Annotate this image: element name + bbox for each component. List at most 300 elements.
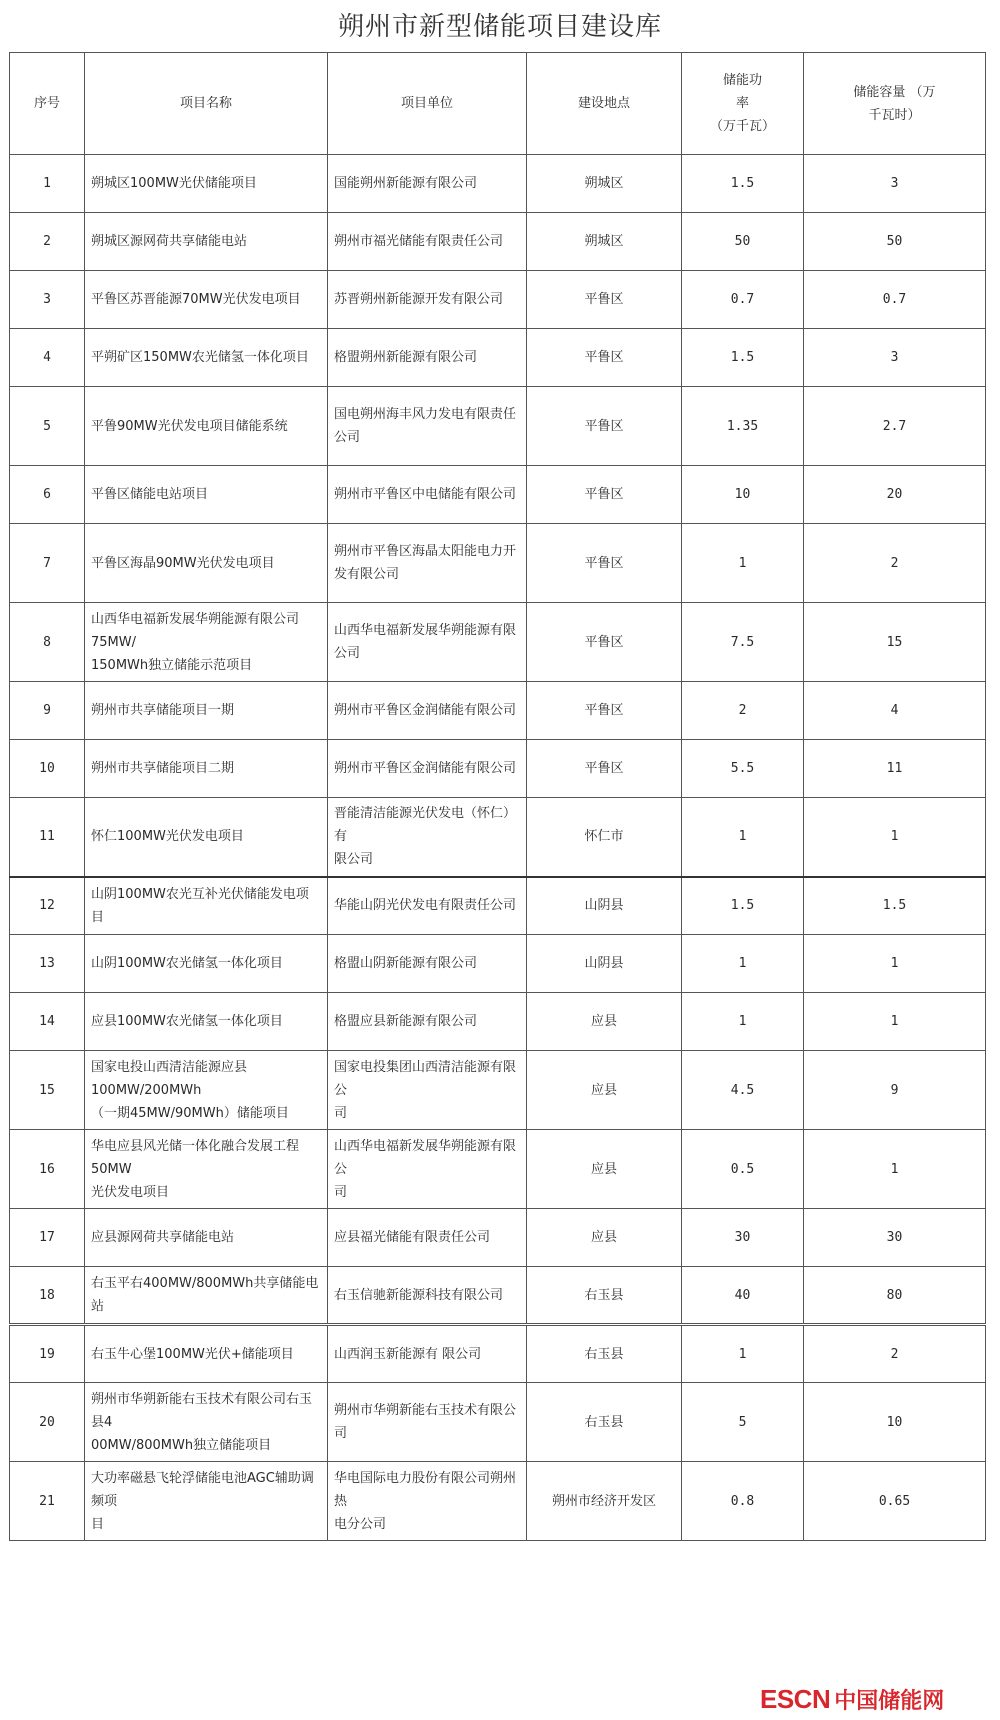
cell-seq	[10, 1325, 85, 1383]
cell-seq-line1: 15	[39, 1082, 55, 1098]
cell-power-line1: 4.5	[730, 1082, 755, 1098]
cell-power	[682, 877, 804, 935]
cell-unit-line2: 公司	[334, 646, 361, 661]
cell-power	[682, 1209, 804, 1267]
cell-unit-line1: 华电国际电力股份有限公司朔州热	[334, 1470, 517, 1509]
cell-seq	[10, 935, 85, 993]
cell-seq-line1: 18	[39, 1287, 55, 1303]
table-row	[10, 1383, 986, 1462]
cell-power-line1: 50	[734, 234, 751, 249]
cell-power-line1: 1	[738, 829, 747, 845]
table-row	[10, 682, 986, 740]
cell-location-line1: 应县	[590, 1014, 617, 1029]
cell-seq-line1: 20	[39, 1414, 55, 1430]
cell-name-line1: 右玉平右400MW/800MWh共享储能电站	[91, 1276, 319, 1314]
cell-location	[527, 329, 682, 387]
cell-unit-line1: 朔州市平鲁区金润储能有限公司	[334, 761, 517, 776]
cell-unit-line1: 格盟山阴新能源有限公司	[334, 956, 478, 971]
cell-capacity-line1: 11	[886, 761, 903, 776]
cell-location	[527, 1051, 682, 1130]
cell-name-line1: 朔城区源网荷共享储能电站	[91, 234, 248, 249]
cell-unit-line1: 国能朔州新能源有限公司	[334, 176, 478, 191]
cell-location-line1: 应县	[590, 1082, 617, 1098]
cell-seq-line1: 21	[39, 1493, 55, 1509]
cell-power	[682, 935, 804, 993]
header-location: 建设地点	[527, 53, 682, 155]
cell-power-line1: 1	[738, 1014, 747, 1029]
cell-unit-line1: 华能山阴光伏发电有限责任公司	[334, 898, 517, 914]
cell-location	[527, 603, 682, 682]
cell-unit	[328, 935, 527, 993]
cell-location-line1: 右玉县	[584, 1346, 624, 1362]
cell-name-line2: 光伏发电项目	[91, 1184, 170, 1200]
cell-name-line1: 应县源网荷共享储能电站	[91, 1230, 235, 1245]
cell-name-line1: 朔城区100MW光伏储能项目	[91, 176, 257, 191]
cell-unit	[328, 993, 527, 1051]
cell-power	[682, 271, 804, 329]
cell-unit-line2: 司	[334, 1184, 348, 1200]
cell-capacity-line1: 1.5	[882, 898, 907, 914]
cell-seq	[10, 466, 85, 524]
cell-capacity	[804, 1325, 986, 1383]
cell-seq-line1: 16	[39, 1161, 55, 1177]
cell-name-line1: 平鲁区海晶90MW光伏发电项目	[91, 555, 275, 571]
table-row	[10, 877, 986, 935]
cell-power	[682, 213, 804, 271]
cell-capacity-line1: 20	[886, 487, 903, 502]
header-row	[10, 53, 986, 155]
cell-unit-line1: 山西华电福新发展华朔能源有限公	[334, 1138, 517, 1177]
cell-capacity-line1: 1	[890, 1161, 899, 1177]
cell-location-line1: 山阴县	[584, 898, 624, 914]
cell-unit-line1: 格盟朔州新能源有限公司	[334, 350, 478, 365]
cell-power-line1: 1	[738, 956, 747, 971]
table-row	[10, 387, 986, 466]
cell-seq	[10, 877, 85, 935]
table-row	[10, 1462, 986, 1541]
cell-unit	[328, 524, 527, 603]
cell-unit	[328, 1325, 527, 1383]
cell-unit-line2: 发有限公司	[334, 567, 400, 582]
cell-seq	[10, 993, 85, 1051]
cell-unit-line1: 格盟应县新能源有限公司	[334, 1014, 478, 1029]
cell-unit	[328, 1130, 527, 1209]
cell-seq-line1: 9	[43, 703, 51, 718]
cell-location	[527, 1325, 682, 1383]
cell-power-line1: 7.5	[730, 634, 755, 650]
cell-unit-line2: 限公司	[334, 852, 374, 868]
cell-power-line1: 1	[738, 555, 747, 571]
cell-name	[85, 1209, 328, 1267]
cell-name	[85, 1130, 328, 1209]
cell-power-line1: 1.5	[730, 176, 755, 191]
cell-name-line2: 目	[91, 1516, 105, 1532]
cell-name	[85, 1267, 328, 1325]
cell-power-line1: 1.5	[730, 350, 755, 365]
cell-power-line1: 1	[738, 1346, 747, 1362]
cell-location-line1: 怀仁市	[584, 829, 624, 845]
cell-capacity-line1: 3	[890, 176, 899, 191]
cell-capacity-line1: 2.7	[882, 418, 907, 434]
cell-location	[527, 155, 682, 213]
table-row	[10, 1051, 986, 1130]
cell-capacity	[804, 155, 986, 213]
cell-name	[85, 387, 328, 466]
cell-capacity	[804, 329, 986, 387]
cell-capacity	[804, 1462, 986, 1541]
header-seq: 序号	[10, 53, 85, 155]
cell-power	[682, 1462, 804, 1541]
cell-capacity-line1: 9	[890, 1082, 899, 1098]
cell-capacity-line1: 1	[890, 829, 899, 845]
cell-capacity	[804, 1383, 986, 1462]
cell-seq	[10, 1267, 85, 1325]
cell-power	[682, 1130, 804, 1209]
cell-seq-line1: 4	[43, 350, 51, 365]
cell-power-line1: 1.35	[726, 418, 759, 434]
cell-capacity-line1: 3	[890, 350, 899, 365]
cell-power-line1: 0.7	[730, 292, 755, 307]
cell-name	[85, 524, 328, 603]
cell-seq	[10, 387, 85, 466]
cell-seq-line1: 10	[39, 761, 55, 776]
cell-location	[527, 993, 682, 1051]
cell-unit	[328, 603, 527, 682]
cell-power-line1: 5.5	[730, 761, 755, 776]
cell-location-line1: 平鲁区	[584, 350, 624, 365]
cell-seq	[10, 603, 85, 682]
cell-seq-line1: 17	[39, 1230, 55, 1245]
cell-seq-line1: 14	[39, 1014, 55, 1029]
cell-power	[682, 993, 804, 1051]
cell-seq	[10, 1130, 85, 1209]
watermark-latin: ESCN	[760, 1683, 831, 1714]
table-row	[10, 1267, 986, 1325]
cell-name	[85, 155, 328, 213]
cell-name-line1: 山阴100MW农光储氢一体化项目	[91, 956, 283, 971]
header-capacity	[804, 53, 986, 155]
cell-seq	[10, 682, 85, 740]
cell-capacity	[804, 1051, 986, 1130]
cell-name-line1: 山阴100MW农光互补光伏储能发电项目	[91, 886, 309, 925]
cell-unit-line2: 电分公司	[334, 1516, 387, 1532]
cell-location	[527, 524, 682, 603]
cell-power	[682, 798, 804, 877]
cell-seq-line1: 12	[39, 898, 55, 914]
cell-power-line1: 2	[738, 703, 747, 718]
cell-power-line1: 0.8	[730, 1493, 755, 1509]
cell-unit	[328, 1462, 527, 1541]
cell-location-line1: 平鲁区	[584, 634, 624, 650]
cell-capacity-line1: 0.65	[878, 1493, 911, 1509]
cell-unit-line1: 朔州市平鲁区海晶太阳能电力开	[334, 544, 517, 559]
cell-name	[85, 877, 328, 935]
cell-power	[682, 387, 804, 466]
cell-location-line1: 朔城区	[584, 176, 624, 191]
cell-capacity-line1: 2	[890, 1346, 899, 1362]
cell-capacity-line1: 1	[890, 956, 899, 971]
cell-location	[527, 1383, 682, 1462]
cell-location	[527, 1209, 682, 1267]
cell-power	[682, 1325, 804, 1383]
cell-unit	[328, 387, 527, 466]
cell-unit-line1: 朔州市福光储能有限责任公司	[334, 234, 504, 249]
cell-location-line1: 平鲁区	[584, 761, 624, 776]
header-capacity-line2: 千瓦时）	[868, 107, 921, 123]
cell-unit-line1: 山西华电福新发展华朔能源有限	[334, 623, 517, 638]
cell-power-line1: 0.5	[730, 1161, 755, 1177]
cell-location	[527, 1462, 682, 1541]
cell-capacity	[804, 798, 986, 877]
cell-location-line1: 平鲁区	[584, 703, 624, 718]
cell-location	[527, 1130, 682, 1209]
cell-capacity	[804, 524, 986, 603]
cell-name	[85, 1462, 328, 1541]
cell-unit	[328, 877, 527, 935]
cell-unit	[328, 466, 527, 524]
cell-capacity-line1: 0.7	[882, 292, 907, 307]
cell-name-line1: 怀仁100MW光伏发电项目	[91, 829, 244, 845]
cell-capacity	[804, 271, 986, 329]
cell-name	[85, 682, 328, 740]
cell-location	[527, 271, 682, 329]
cell-unit-line1: 国家电投集团山西清洁能源有限公	[334, 1059, 517, 1098]
cell-name-line1: 右玉牛心堡100MW光伏+储能项目	[91, 1346, 294, 1362]
cell-capacity	[804, 603, 986, 682]
cell-unit-line1: 晋能清洁能源光伏发电（怀仁）有	[334, 806, 517, 845]
cell-seq	[10, 329, 85, 387]
cell-capacity	[804, 740, 986, 798]
cell-capacity	[804, 1209, 986, 1267]
cell-location-line1: 山阴县	[584, 956, 624, 971]
cell-location	[527, 935, 682, 993]
cell-name-line1: 朔州市共享储能项目一期	[91, 703, 235, 718]
cell-seq-line1: 3	[43, 292, 51, 307]
table-row	[10, 935, 986, 993]
cell-location	[527, 213, 682, 271]
cell-name-line2: （一期45MW/90MWh）储能项目	[91, 1105, 289, 1121]
cell-capacity-line1: 2	[890, 555, 899, 571]
cell-capacity	[804, 877, 986, 935]
cell-power-line1: 30	[734, 1230, 751, 1245]
cell-capacity	[804, 1267, 986, 1325]
cell-capacity-line1: 4	[890, 703, 899, 718]
cell-seq	[10, 1383, 85, 1462]
cell-name	[85, 798, 328, 877]
cell-seq	[10, 798, 85, 877]
cell-location	[527, 798, 682, 877]
table-row	[10, 1130, 986, 1209]
cell-power-line1: 5	[738, 1414, 747, 1430]
cell-seq	[10, 740, 85, 798]
cell-unit	[328, 1209, 527, 1267]
cell-seq	[10, 271, 85, 329]
cell-capacity-line1: 50	[886, 234, 903, 249]
cell-seq-line1: 1	[43, 176, 51, 191]
cell-name-line1: 平朔矿区150MW农光储氢一体化项目	[91, 350, 309, 365]
cell-power-line1: 10	[734, 487, 751, 502]
cell-seq	[10, 524, 85, 603]
cell-power	[682, 155, 804, 213]
table-row	[10, 1325, 986, 1383]
cell-power	[682, 1267, 804, 1325]
cell-unit-line1: 朔州市华朔新能右玉技术有限公司	[334, 1403, 517, 1441]
table-row	[10, 213, 986, 271]
cell-unit-line1: 右玉信驰新能源科技有限公司	[334, 1287, 504, 1303]
header-power	[682, 53, 804, 155]
cell-location-line1: 右玉县	[584, 1287, 624, 1303]
header-power-line3: （万千瓦）	[709, 119, 775, 134]
page-title: 朔州市新型储能项目建设库	[337, 12, 662, 42]
cell-power	[682, 1383, 804, 1462]
cell-unit-line1: 苏晋朔州新能源开发有限公司	[334, 292, 504, 307]
cell-name	[85, 1325, 328, 1383]
cell-capacity	[804, 935, 986, 993]
cell-name	[85, 466, 328, 524]
table-row	[10, 993, 986, 1051]
cell-unit-line1: 朔州市平鲁区中电储能有限公司	[334, 487, 517, 502]
cell-power	[682, 329, 804, 387]
cell-seq-line1: 2	[43, 234, 51, 249]
cell-power	[682, 466, 804, 524]
cell-power	[682, 682, 804, 740]
table-row	[10, 740, 986, 798]
cell-unit	[328, 213, 527, 271]
cell-seq	[10, 1462, 85, 1541]
table-row	[10, 329, 986, 387]
cell-unit	[328, 798, 527, 877]
cell-unit	[328, 329, 527, 387]
table-row	[10, 466, 986, 524]
cell-name	[85, 740, 328, 798]
cell-location	[527, 740, 682, 798]
cell-power	[682, 524, 804, 603]
cell-name-line1: 大功率磁悬飞轮浮储能电池AGC辅助调频项	[91, 1470, 314, 1509]
cell-unit	[328, 1051, 527, 1130]
header-capacity-line1: 储能容量 （万	[853, 84, 936, 100]
cell-name-line1: 朔州市共享储能项目二期	[91, 761, 235, 776]
cell-capacity	[804, 466, 986, 524]
cell-name	[85, 993, 328, 1051]
cell-location	[527, 466, 682, 524]
cell-name-line2: 00MW/800MWh独立储能项目	[91, 1437, 272, 1453]
header-name: 项目名称	[85, 53, 328, 155]
cell-location-line1: 朔城区	[584, 234, 624, 249]
cell-unit	[328, 1383, 527, 1462]
watermark-cn: 中国储能网	[834, 1688, 945, 1714]
cell-unit	[328, 155, 527, 213]
cell-unit	[328, 1267, 527, 1325]
cell-unit	[328, 271, 527, 329]
cell-seq-line1: 11	[39, 829, 55, 845]
table-row	[10, 798, 986, 877]
cell-seq-line1: 7	[43, 555, 51, 571]
cell-name-line1: 朔州市华朔新能右玉技术有限公司右玉县4	[91, 1391, 313, 1430]
cell-name-line1: 平鲁区苏晋能源70MW光伏发电项目	[91, 292, 301, 307]
cell-seq	[10, 213, 85, 271]
cell-name-line1: 华电应县风光储一体化融合发展工程50MW	[91, 1138, 300, 1177]
cell-power	[682, 603, 804, 682]
cell-location-line1: 平鲁区	[584, 292, 624, 307]
cell-seq	[10, 155, 85, 213]
cell-seq-line1: 8	[43, 634, 51, 650]
cell-capacity	[804, 1130, 986, 1209]
table-row	[10, 524, 986, 603]
cell-location	[527, 1267, 682, 1325]
cell-seq-line1: 13	[39, 956, 55, 971]
cell-location	[527, 387, 682, 466]
cell-capacity-line1: 80	[886, 1287, 903, 1303]
cell-location-line1: 应县	[590, 1161, 617, 1177]
cell-unit-line2: 司	[334, 1105, 348, 1121]
cell-name	[85, 603, 328, 682]
table-row	[10, 603, 986, 682]
header-unit: 项目单位	[328, 53, 527, 155]
table-row	[10, 1209, 986, 1267]
cell-location	[527, 682, 682, 740]
cell-unit	[328, 740, 527, 798]
cell-location-line1: 平鲁区	[584, 487, 624, 502]
cell-seq	[10, 1209, 85, 1267]
cell-power	[682, 740, 804, 798]
cell-unit-line2: 公司	[334, 430, 361, 445]
cell-location-line1: 平鲁区	[584, 555, 624, 571]
cell-unit-line1: 应县福光储能有限责任公司	[334, 1230, 491, 1245]
cell-name-line1: 国家电投山西清洁能源应县100MW/200MWh	[91, 1059, 248, 1098]
cell-name	[85, 329, 328, 387]
cell-capacity-line1: 30	[886, 1230, 903, 1245]
cell-capacity-line1: 10	[886, 1414, 903, 1430]
cell-location-line1: 右玉县	[584, 1414, 624, 1430]
cell-name-line2: 150MWh独立储能示范项目	[91, 657, 253, 673]
cell-name-line1: 山西华电福新发展华朔能源有限公司75MW/	[91, 611, 300, 650]
cell-capacity-line1: 15	[886, 634, 903, 650]
cell-name	[85, 213, 328, 271]
header-power-line2: 率	[735, 96, 749, 111]
cell-name	[85, 935, 328, 993]
cell-seq-line1: 19	[39, 1346, 55, 1362]
escn-watermark-logo	[760, 1684, 944, 1714]
cell-power-line1: 40	[734, 1287, 751, 1303]
cell-capacity-line1: 1	[890, 1014, 899, 1029]
cell-capacity	[804, 682, 986, 740]
header-power-line1: 储能功	[722, 73, 762, 88]
table-row	[10, 271, 986, 329]
cell-name	[85, 1383, 328, 1462]
cell-unit-line1: 朔州市平鲁区金润储能有限公司	[334, 703, 517, 718]
cell-capacity	[804, 213, 986, 271]
cell-seq	[10, 1051, 85, 1130]
cell-name	[85, 1051, 328, 1130]
cell-unit-line1: 国电朔州海丰风力发电有限责任	[334, 407, 517, 422]
cell-name-line1: 应县100MW农光储氢一体化项目	[91, 1014, 283, 1029]
cell-name-line1: 平鲁90MW光伏发电项目储能系统	[91, 418, 288, 434]
cell-location	[527, 877, 682, 935]
cell-location-line1: 朔州市经济开发区	[551, 1493, 656, 1509]
cell-unit-line1: 山西润玉新能源有 限公司	[334, 1346, 482, 1362]
table-row	[10, 155, 986, 213]
cell-capacity	[804, 993, 986, 1051]
cell-seq-line1: 6	[43, 487, 51, 502]
project-table	[9, 52, 986, 1541]
cell-seq-line1: 5	[43, 418, 51, 434]
cell-location-line1: 平鲁区	[584, 418, 624, 434]
cell-power	[682, 1051, 804, 1130]
cell-capacity	[804, 387, 986, 466]
cell-power-line1: 1.5	[730, 898, 755, 914]
cell-unit	[328, 682, 527, 740]
cell-name-line1: 平鲁区储能电站项目	[91, 487, 209, 502]
